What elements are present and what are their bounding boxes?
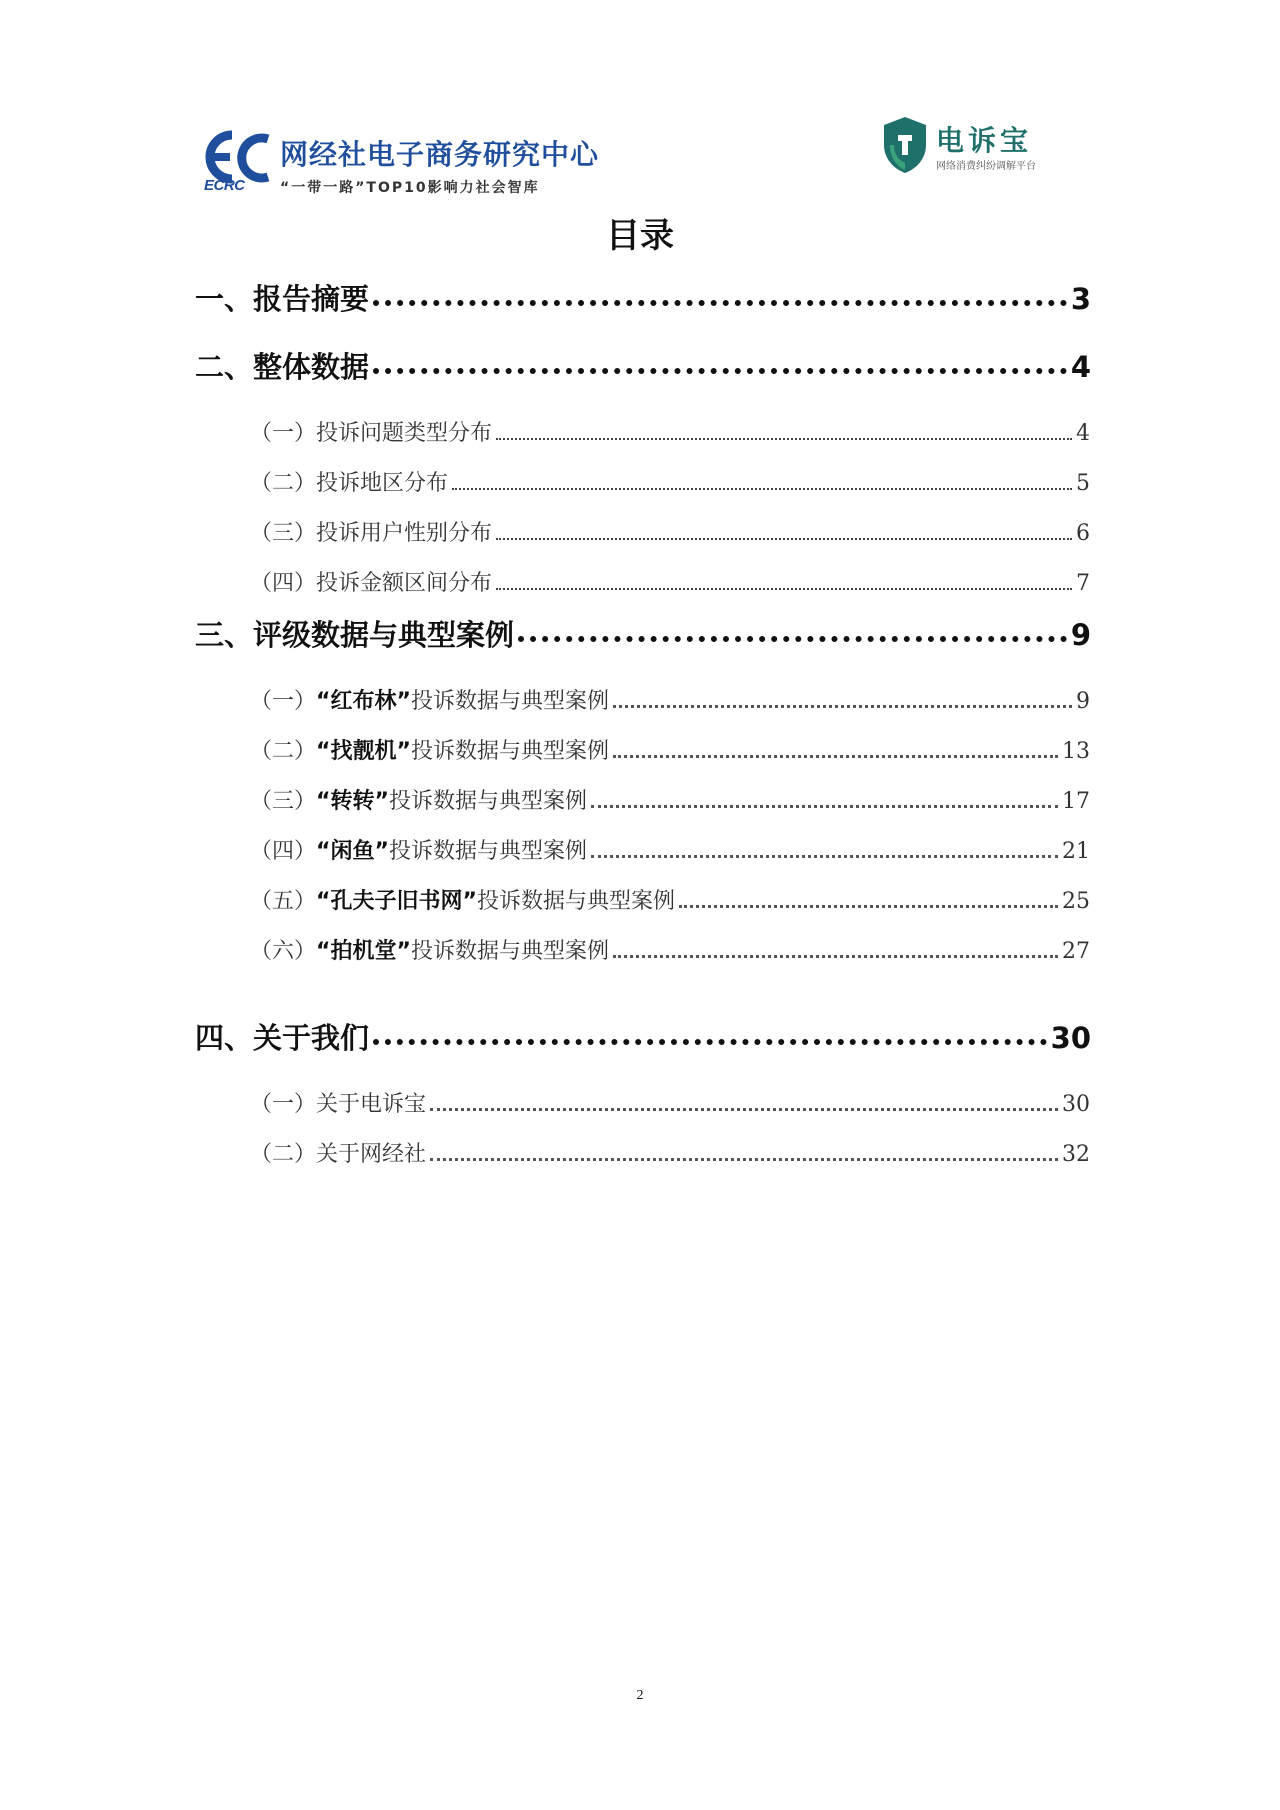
toc-item-platform: “红布林”	[316, 689, 411, 714]
toc-page: 27	[1062, 939, 1090, 964]
ecrc-logo	[198, 127, 618, 197]
toc-item-prefix: （四）	[250, 839, 317, 864]
toc-item-prefix: （六）	[250, 939, 317, 964]
toc-item[interactable]	[250, 684, 1090, 715]
page-number: 2	[636, 1688, 644, 1703]
toc-leader	[452, 488, 1072, 490]
toc-item[interactable]	[250, 734, 1090, 765]
toc-leader	[430, 1158, 1058, 1161]
toc-page: 25	[1062, 889, 1090, 914]
toc-item-label: 投诉数据与典型案例	[388, 839, 587, 864]
toc-page: 30	[1050, 1021, 1091, 1055]
toc-item[interactable]	[250, 784, 1090, 815]
toc-page: 30	[1062, 1092, 1090, 1117]
toc-page: 9	[1076, 689, 1090, 714]
toc-item-label: （二）投诉地区分布	[250, 471, 449, 496]
toc-item[interactable]	[250, 1087, 1090, 1118]
brand-name: 电诉宝	[936, 124, 1033, 157]
toc-page: 3	[1070, 282, 1091, 316]
toc-page: 17	[1062, 789, 1090, 814]
toc-page: 13	[1062, 739, 1090, 764]
toc-item-label: （四）投诉金额区间分布	[250, 571, 493, 596]
toc-item-platform: “拍机堂”	[316, 939, 411, 964]
toc-section-label: 四、关于我们	[195, 1021, 370, 1055]
org-name: 网经社电子商务研究中心	[280, 138, 600, 171]
toc-section-label: 二、整体数据	[195, 350, 370, 384]
toc-section-overall-data[interactable]	[195, 345, 1091, 386]
toc-leader	[496, 588, 1072, 590]
toc-item-prefix: （三）	[250, 789, 317, 814]
toc-section-label: 三、评级数据与典型案例	[195, 618, 515, 652]
toc-item-prefix: （五）	[250, 889, 317, 914]
toc-leader	[613, 955, 1058, 958]
toc-page: 6	[1076, 521, 1090, 546]
ecrc-abbr: ECRC	[204, 177, 245, 194]
toc-leader	[373, 368, 1067, 374]
toc-item-label: 投诉数据与典型案例	[410, 939, 609, 964]
toc-leader	[373, 1039, 1047, 1045]
toc-item-label: （一）关于电诉宝	[250, 1092, 427, 1117]
toc-item-platform: “转转”	[316, 789, 389, 814]
toc-leader	[679, 905, 1058, 908]
toc-item-label: 投诉数据与典型案例	[410, 689, 609, 714]
toc-item-label: （一）投诉问题类型分布	[250, 421, 493, 446]
toc-item-label: （二）关于网经社	[250, 1142, 427, 1167]
toc-page: 4	[1076, 421, 1090, 446]
toc-page: 32	[1062, 1142, 1090, 1167]
toc-item[interactable]	[250, 834, 1090, 865]
toc-page: 7	[1076, 571, 1090, 596]
toc-item[interactable]	[250, 1137, 1090, 1168]
page-header	[0, 115, 1280, 205]
toc-item-platform: “闲鱼”	[316, 839, 389, 864]
toc-item[interactable]	[250, 466, 1090, 497]
toc-item-label: 投诉数据与典型案例	[388, 789, 587, 814]
toc-item[interactable]	[250, 416, 1090, 447]
toc-leader	[430, 1108, 1058, 1111]
toc-section-summary[interactable]	[195, 277, 1091, 318]
toc-item-platform: “找靓机”	[316, 739, 411, 764]
toc-page: 9	[1070, 618, 1091, 652]
toc-page: 21	[1062, 839, 1090, 864]
toc-item-prefix: （一）	[250, 689, 317, 714]
toc-item[interactable]	[250, 566, 1090, 597]
toc-item[interactable]	[250, 934, 1090, 965]
toc-page: 5	[1076, 471, 1090, 496]
toc-section-ratings-cases[interactable]	[195, 613, 1091, 654]
toc-item-platform: “孔夫子旧书网”	[316, 889, 477, 914]
org-tagline: “一带一路”TOP10影响力社会智库	[280, 180, 540, 196]
toc-section-about-us[interactable]	[195, 1016, 1091, 1057]
brand-tagline: 网络消费纠纷调解平台	[936, 161, 1036, 172]
toc-leader	[591, 855, 1058, 858]
toc-leader	[591, 805, 1058, 808]
toc-item-label: （三）投诉用户性别分布	[250, 521, 493, 546]
toc-item-label: 投诉数据与典型案例	[410, 739, 609, 764]
toc-item[interactable]	[250, 516, 1090, 547]
toc-leader	[496, 538, 1072, 540]
toc-leader	[373, 300, 1067, 306]
shield-fist-icon	[880, 115, 930, 175]
toc-leader	[613, 755, 1058, 758]
toc-leader	[496, 438, 1072, 440]
toc-section-label: 一、报告摘要	[195, 282, 370, 316]
toc-page: 4	[1070, 350, 1091, 384]
toc-leader	[613, 705, 1072, 708]
toc-title: 目录	[606, 216, 674, 256]
toc-item[interactable]	[250, 884, 1090, 915]
toc-item-prefix: （二）	[250, 739, 317, 764]
toc-item-label: 投诉数据与典型案例	[476, 889, 675, 914]
toc-leader	[518, 636, 1067, 642]
dianshubao-logo	[880, 115, 1080, 185]
